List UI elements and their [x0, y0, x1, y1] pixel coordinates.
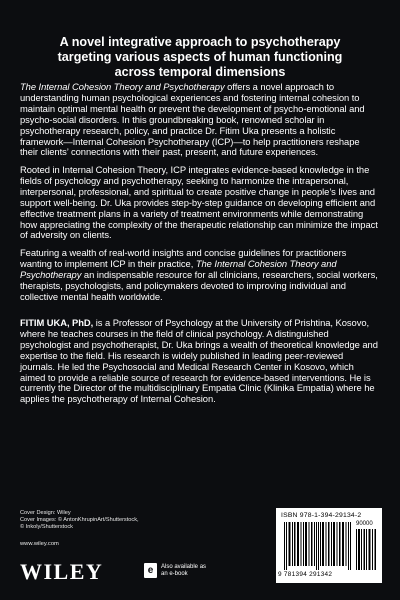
ebook-icon: e — [144, 563, 157, 578]
paragraph-text: offers a novel approach to understanding human psychological experiences and fostering internal cohesion to maintain optimal mental health or prevent the development of psycho-emotional and psycho-social disorders. In this groundbreaking book, renowned scholar in psychotherapy research, policy, and practice Dr. Fitim Uka presents a holistic framework—Internal Cohesion Psychotherapy (ICP)—to help practitioners reshape their clients’ connections with their past, present, and future experiences. — [20, 81, 365, 158]
paragraph-text: an indispensable resource for all clinicians, researchers, social workers, therapists, psychologists, and policymakers devoted to improving individual and collective mental health worldwide. — [20, 268, 378, 302]
book-title: The Internal Cohesion Theory and Psychotherapy — [20, 81, 225, 92]
paragraph-text: Featuring a wealth of real-world insights and concise guidelines for practitioners wanting to implement ICP in their practice, — [20, 247, 347, 269]
barcode-addon-icon — [356, 529, 377, 570]
headline — [14, 35, 386, 80]
description-paragraph-1 — [20, 82, 380, 158]
credit-line: © Inkoly/Shutterstock — [20, 523, 73, 530]
headline-line: targeting various aspects of human functioning — [57, 50, 343, 64]
ebook-badge — [144, 563, 211, 578]
cover-credits — [20, 510, 180, 531]
publisher-logo: WILEY — [20, 559, 104, 584]
author-bio — [20, 318, 380, 405]
isbn-label: ISBN 978-1-394-29134-2 — [281, 512, 362, 519]
description-paragraph-2: Rooted in Internal Cohesion Theory, ICP integrates evidence-based knowledge in the fields of psychology and psychotherapy, seeking to harmonize the intrapersonal, interpersonal, professional, and spiritual to create positive change in people’s lives and support well-being. Dr. Uka provides step-by-step guidance on developing efficient and effective treatment plans in a variety of treatment environments while demonstrating how appreciating the complexity of the therapeutic relationship can minimize the impact of adversity on clients. — [20, 164, 378, 241]
credit-line: Cover Images: © AntonKhrupinArt/Shutterstock, — [20, 516, 139, 523]
credit-line: Cover Design: Wiley — [20, 510, 71, 516]
barcode-digits: 9 781394 291342 — [278, 571, 333, 578]
headline-line: across temporal dimensions — [114, 65, 286, 79]
barcode-panel — [276, 508, 382, 583]
description-paragraph-3 — [20, 248, 380, 303]
headline-line: A novel integrative approach to psychotherapy — [59, 35, 341, 49]
barcode-addon-number: 90000 — [356, 521, 373, 527]
ebook-text: Also available as an e-book — [161, 563, 207, 577]
barcode-icon — [284, 522, 352, 570]
bio-text: is a Professor of Psychology at the University of Prishtina, Kosovo, where he teaches courses in the field of clinical psychology. A distinguished psychologist and psychotherapist, Dr. Uka brings a wealth of theoretical knowledge and expertise to the field. His research is widely published in leading peer-reviewed journals. He led the Psychosocial and Medical Research Center in Kosovo, which aimed to provide a reliable source of research for evidence-based interventions. He is currently the Director of the multidisciplinary Empatia Clinic (Klinika Empatia) where he applies the psychotherapy of Internal Cohesion. — [20, 317, 378, 405]
website-link[interactable]: www.wiley.com — [20, 541, 59, 547]
book-title: The Internal Cohesion Theory and Psychotherapy — [20, 257, 337, 280]
author-name: FITIM UKA, PhD, — [20, 317, 94, 328]
